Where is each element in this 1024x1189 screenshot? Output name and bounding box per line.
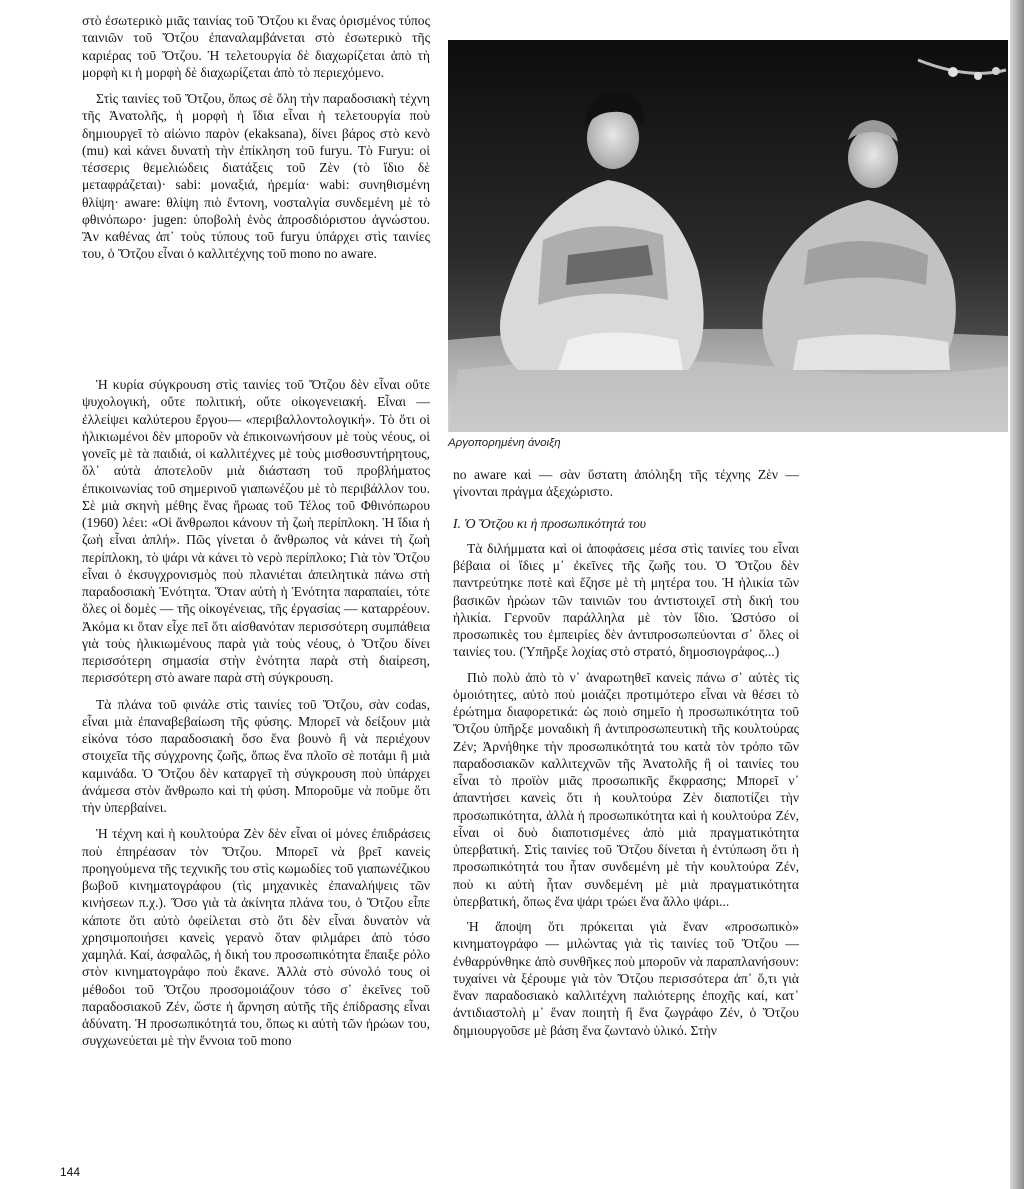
- right-column: [453, 466, 799, 1047]
- page-number: 144: [60, 1165, 81, 1179]
- paragraph: Πιὸ πολὺ ἀπὸ τὸ ν᾽ ἀναρωτηθεῖ κανεὶς πάνω σ᾽ αὐτὲς τὶς ὁμοιότητες, αὐτὸ ποὺ μοιάζει προτιμότερο εἶναι νὰ θέσει τὸ ἐρώτημα διαφορετικά: ὡς ποιὸ σημεῖο ἡ προσωπικότητα τοῦ Ὄτζου ὑπῆρξε μοναδικὴ ἢ ἀντιπροσωπευτικὴ τῆς κουλτούρας Ζέν; Ἀρνήθηκε τὴν προσωπικότητά του κατὰ τὸν τρόπο τῶν παραδοσιακῶν καλλιτεχνῶν τῆς Ἀνατολῆς ἢ οἱ ταινίες του εἶναι τὸ προϊὸν μιᾶς προσωπικῆς ἔκφρασης; Μπορεῖ ν᾽ ἀπαντήσει κανεὶς ὅτι ἡ κουλτούρα Ζὲν διαποτίζει τὴν προσωπικότητα, ἀλλὰ ἡ προσωπικότητα καὶ ἡ κουλτούρα Ζέν, εἶναι οἱ δυὸ διαποτισμένες ἀπὸ μιὰ πραγματικότητα ὑπερβατική. Στὶς ταινίες τοῦ Ὄτζου δίνεται ἡ ἐντύπωση ὅτι ἡ προσωπικότητά του ἦταν συνδεμένη μὲ τὴν κουλτούρα Ζέν, ποὺ κι αὐτὴ ἦταν συνδεμένη μὲ μιὰ πραγματικότητα ὑπερβατική, ὅπως ἕνα ψάρι τρώει ἕνα ἄλλο ψάρι...: [453, 669, 799, 909]
- photo-caption: Αργοπορημένη άνοιξη: [448, 437, 561, 449]
- film-still-illustration: [448, 40, 1008, 432]
- paragraph: Ἡ τέχνη καὶ ἡ κουλτούρα Ζὲν δὲν εἶναι οἱ μόνες ἐπιδράσεις ποὺ ἐπηρέασαν τὸν Ὄτζου. Μπορεῖ νὰ βρεῖ κανεὶς προηγούμενα τῆς τεχνικῆς του στὶς κωμωδίες τοῦ γιαπωνέζικου βωβοῦ κινηματογράφου (τὶς μηχανικὲς ἐπαναλήψεις τῶν κινήσεων π.χ.). Ὅσο γιὰ τὰ ἀκίνητα πλάνα του, ὁ Ὄτζου εἶπε κάποτε ὅτι αὐτὸ ὀφείλεται στὸ ὅτι δὲν εἶναι δυνατὸν νὰ χρησιμοποιήσει κανεὶς γερανὸ ὅταν φιλμάρει ἀπὸ τόσο χαμηλά. Καί, ἀσφαλῶς, ἡ δική του προσωπικότητα ἔπαιξε ρόλο στὸν κινηματογράφο ποὺ ἔκανε. Ἀλλὰ στὸ σύνολό τους οἱ μέθοδοι τοῦ Ὄτζου προσομοιάζουν τόσο σ᾽ ἐκεῖνες τοῦ παραδοσιακοῦ Ζέν, ὥστε ἡ ἄρνηση αὐτῆς τῆς ἐπίδρασης εἶναι ἀδύνατη. Ἡ προσωπικότητά του, ὅπως κι αὐτὴ τῶν ἡρώων του, συγχωνεύεται μὲ τὴν ἔννοια τοῦ mono: [82, 826, 430, 1049]
- paragraph: Τὰ διλήμματα καὶ οἱ ἀποφάσεις μέσα στὶς ταινίες του εἶναι βέβαια οἱ ἴδιες μ᾽ ἐκεῖνες τῆς ζωῆς του. Ὁ Ὄτζου δὲν παντρεύτηκε ποτὲ καὶ ἔζησε μὲ τὴ μητέρα του. Ἡ ἡλικία τῶν βασικῶν ἡρώων τῶν ταινιῶν του ἀντιστοιχεῖ στὴ δική του ἡλικία. Γερνοῦν παράλληλα μὲ τὸν ἴδιο. Ὡστόσο οἱ προσωπικὲς του ἐμπειρίες δὲν ἀντιπροσωπεύονται σ᾽ ὅλες οἱ ταινίες του. (Ὑπῆρξε λοχίας στὸ στρατό, δημοσιογράφος...): [453, 540, 799, 660]
- scan-edge-shadow: [1010, 0, 1024, 1189]
- paragraph: Ἡ κυρία σύγκρουση στὶς ταινίες τοῦ Ὄτζου δὲν εἶναι οὔτε ψυχολογική, οὔτε πολιτική, οὔτε οἰκογενειακή. Εἶναι —ἐλλείψει καλύτερου ἔργου— «περιβαλλοντολογική». Τὸ ὅτι οἱ ἡλικιωμένοι δὲν μποροῦν νὰ ἐπικοινωνήσουν μὲ τοὺς νέους, οἱ γονεῖς μὲ τὰ παιδιά, οἱ καλλιτέχνες μὲ τοὺς μισθοσυντήρητους, ὅλ᾽ αὐτὰ ἀποτελοῦν μιὰ διάσταση τοῦ προβλήματος ἐπικοινωνίας τοῦ σημερινοῦ γιαπωνέζου μὲ τὸ περιβάλλον του. Σὲ μιὰ σκηνὴ μέθης ἕνας ἥρωας τοῦ Τέλος τοῦ Φθινόπωρου (1960) λέει: «Οἱ ἄνθρωποι κάνουν τὴ ζωὴ περίπλοκη. Ἡ ἴδια ἡ ζωὴ εἶναι ἁπλή». Πῶς γίνεται ὁ ἄνθρωπος νὰ κάνει τὴ ζωὴ περίπλοκη, τὸ ψάρι νὰ κάνει τὸ νερὸ περίπλοκο; Γιὰ τὸν Ὄτζου εἶναι ὁ ἐκσυγχρονισμὸς ποὺ πλανιέται ἀπειλητικὰ πάνω στὴ παραδοσιακὴ Ἑνότητα. Ὅταν αὐτὴ ἡ Ἑνότητα παραπαίει, τότε ὅλες οἱ δομὲς — τῆς οἰκογένειας, τῆς ἐργασίας — καταρρέουν. Ἀκόμα κι ὅταν εἶχε πεῖ ὅτι αἰσθανόταν περισσότερη συμπάθεια γιὰ τοὺς ἡλικιωμένους παρὰ γιὰ τοὺς νέους, ὁ Ὄτζου δίνει περισσότερη σημασία στὴν ἑνότητα παρὰ στὴ διαίρεση, περισσότερη στὸ aware παρὰ στὴ σύγκρουση.: [82, 377, 430, 686]
- left-column-top: [82, 12, 430, 272]
- paragraph: στὸ ἐσωτερικὸ μιᾶς ταινίας τοῦ Ὄτζου κι ἕνας ὁρισμένος τύπος ταινιῶν τοῦ Ὄτζου ἐπαναλαμβάνεται στὸ ἐσωτερικὸ τῆς καριέρας τοῦ Ὄτζου. Ἡ τελετουργία δὲ διαχωρίζεται ἀπὸ τὴ μορφὴ κι ἡ μορφὴ δὲ διαχωρίζεται ἀπὸ τὸ περιεχόμενο.: [82, 13, 430, 80]
- left-column-bottom: [82, 376, 430, 1059]
- paragraph: Στὶς ταινίες τοῦ Ὄτζου, ὅπως σὲ ὅλη τὴν παραδοσιακὴ τέχνη τῆς Ἀνατολῆς, ἡ μορφὴ ἡ ἴδια εἶναι ἡ τελετουργία ποὺ δημιουργεῖ τὸ αἰώνιο παρὸν (ekaksana), δίνει βάρος στὸ κενὸ (mu) καὶ κάνει δυνατὴ τὴν ἐπίκληση τοῦ furyu. Τὸ Furyu: οἱ τέσσερις θεμελιώδεις διατάξεις τοῦ Ζὲν (τὸ ἴδιο δὲ μεταφράζεται)· sabi: μοναξιά, ἠρεμία· wabi: συνηθισμένη θλίψη· aware: θλίψη πιὸ ἔντονη, νοσταλγία συνδεμένη μὲ τὸ φθινόπωρο· jugen: ὑποβολὴ ἑνὸς ἀπροσδιόριστου ἀγνώστου. Ἂν καθένας ἀπ᾽ τοὺς τύπους τοῦ furyu ὑπάρχει στὶς ταινίες του, ὁ Ὄτζου εἶναι ὁ καλλιτέχνης τοῦ mono no aware.: [82, 91, 430, 262]
- paragraph: Τὰ πλάνα τοῦ φινάλε στὶς ταινίες τοῦ Ὄτζου, σὰν codas, εἶναι μιὰ ἐπαναβεβαίωση τῆς φύσης. Μπορεῖ νὰ δείξουν μιὰ εἰκόνα τόσο παραδοσιακὴ ὅσο ἕνα βουνὸ ἢ νὰ περιέχουν στοιχεῖα τῆς σύγχρονης ζωῆς, ὅπως ἕνα πλοῖο σὲ ποτάμι ἢ μιὰ καμινάδα. Ὁ Ὄτζου δὲν καταργεῖ τὴ σύγκρουση ποὺ ὑπάρχει ἀνάμεσα στὸν ἄνθρωπο καὶ τὴ φύση. Μποροῦμε νὰ ποῦμε ὅτι τὴν ὑπερβαίνει.: [82, 696, 430, 815]
- film-still-photo: [448, 40, 1008, 432]
- continuation-paragraph: no aware καὶ — σὰν ὕστατη ἀπόληξη τῆς τέχνης Ζὲν — γίνονται πράγμα ἀξεχώριστο.: [453, 467, 799, 500]
- paragraph: Ἡ ἄποψη ὅτι πρόκειται γιὰ ἕναν «προσωπικὸ» κινηματογράφο — μιλώντας γιὰ τὶς ταινίες τοῦ Ὄτζου — ἐνθαρρύνθηκε ἀπὸ συνθῆκες ποὺ μποροῦν νὰ παραπλανήσουν: τυχαίνει νὰ ξέρουμε γιὰ τὸν Ὄτζου περισσότερα ἀπ᾽ ὅ,τι γιὰ ἕναν παραδοσιακὸ καλλιτέχνη παλιότερης ἐποχῆς καί, κατ᾽ ἀντιδιαστολὴ μ᾽ ἕναν ποιητὴ ἢ ἕνα ζωγράφο Ζέν, ὁ Ὄτζου δημιουργοῦσε μὲ βάση ἕνα ζωντανὸ ὑλικό. Στὴν: [453, 919, 799, 1038]
- section-heading: Ι. Ὁ Ὄτζου κι ἡ προσωπικότητά του: [453, 515, 647, 531]
